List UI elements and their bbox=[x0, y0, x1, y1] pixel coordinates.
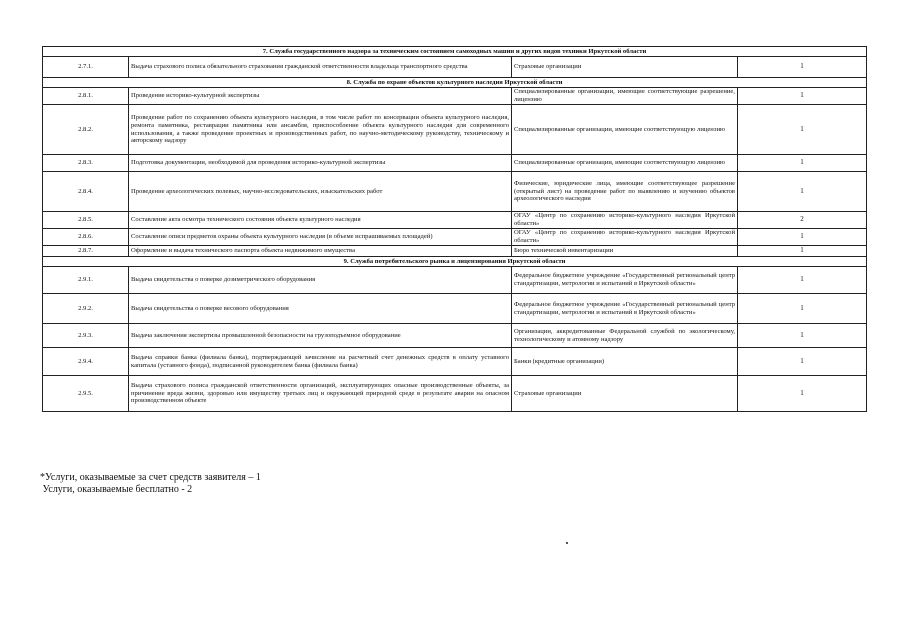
section-title: 8. Служба по охране объектов культурного наследия Иркутской области bbox=[43, 78, 867, 88]
table-row bbox=[43, 212, 867, 229]
service-description: Выдача страхового полиса обязательного страхования гражданской ответственности владельца транспортного средства bbox=[129, 57, 512, 78]
table-row bbox=[43, 155, 867, 172]
provider-organization: Организации, аккредитованные Федеральной службой по экологическому, технологическому и атомному надзору bbox=[512, 324, 738, 348]
table-row bbox=[43, 324, 867, 348]
payment-type: 1 bbox=[738, 229, 867, 246]
row-number: 2.9.1. bbox=[43, 267, 129, 294]
footnote-free: Услуги, оказываемые бесплатно - 2 bbox=[40, 484, 193, 495]
table-row bbox=[43, 57, 867, 78]
table-row bbox=[43, 348, 867, 376]
payment-type: 1 bbox=[738, 88, 867, 105]
service-description: Проведение работ по сохранению объекта культурного наследия, в том числе работ по консервации объекта культурного наследия, ремонта памятника, реставрации памятника или ансамбля, приспособление объекта культурного наследия для современного использования, а также проведение проектных и производственных работ, по научно-методическому руководству, техническому и авторскому надзору bbox=[129, 105, 512, 155]
row-number: 2.8.2. bbox=[43, 105, 129, 155]
row-number: 2.9.3. bbox=[43, 324, 129, 348]
payment-type: 1 bbox=[738, 324, 867, 348]
service-description: Составление описи предметов охраны объекта культурного наследия (в объеме испрашиваемых площадей) bbox=[129, 229, 512, 246]
provider-organization: Специализированные организации, имеющие соответствующую лицензию bbox=[512, 105, 738, 155]
provider-organization: Страховые организации bbox=[512, 376, 738, 412]
provider-organization: Бюро технической инвентаризации bbox=[512, 246, 738, 257]
table-row bbox=[43, 246, 867, 257]
row-number: 2.9.2. bbox=[43, 294, 129, 324]
table-row bbox=[43, 376, 867, 412]
payment-type: 1 bbox=[738, 246, 867, 257]
table-row bbox=[43, 172, 867, 212]
row-number: 2.7.1. bbox=[43, 57, 129, 78]
table-row bbox=[43, 105, 867, 155]
services-table bbox=[42, 46, 867, 412]
row-number: 2.8.5. bbox=[43, 212, 129, 229]
payment-type: 1 bbox=[738, 376, 867, 412]
provider-organization: Федеральное бюджетное учреждение «Государственный региональный центр стандартизации, метрологии и испытаний в Иркутской области» bbox=[512, 267, 738, 294]
payment-type: 2 bbox=[738, 212, 867, 229]
service-description: Оформление и выдача технического паспорта объекта недвижимого имущества bbox=[129, 246, 512, 257]
service-description: Проведение историко-культурной экспертизы bbox=[129, 88, 512, 105]
service-description: Выдача свидетельства о поверке весового оборудования bbox=[129, 294, 512, 324]
provider-organization: Специализированные организации, имеющие соответствующие разрешение, лицензию bbox=[512, 88, 738, 105]
section-header bbox=[43, 257, 867, 267]
provider-organization: Страховые организации bbox=[512, 57, 738, 78]
section-header bbox=[43, 47, 867, 57]
table-row bbox=[43, 294, 867, 324]
provider-organization: Физические, юридические лица, имеющие соответствующее разрешение (открытый лист) на проведение работ по выявлению и изучению объектов археологического наследия bbox=[512, 172, 738, 212]
service-description: Выдача страхового полиса гражданской ответственности организаций, эксплуатирующих опасные производственные объекты, за причинение вреда жизни, здоровью или имуществу третьих лиц и окружающей природной среде в результате аварии на опасном производственном объекте bbox=[129, 376, 512, 412]
provider-organization: Федеральное бюджетное учреждение «Государственный региональный центр стандартизации, метрологии и испытаний в Иркутской области» bbox=[512, 294, 738, 324]
row-number: 2.8.7. bbox=[43, 246, 129, 257]
table-row bbox=[43, 229, 867, 246]
payment-type: 1 bbox=[738, 267, 867, 294]
section-header bbox=[43, 78, 867, 88]
provider-organization: ОГАУ «Центр по сохранению историко-культурного наследия Иркутской области» bbox=[512, 212, 738, 229]
service-description: Подготовка документации, необходимой для проведения историко-культурной экспертизы bbox=[129, 155, 512, 172]
service-description: Составление акта осмотра технического состояния объекта культурного наследия bbox=[129, 212, 512, 229]
payment-type: 1 bbox=[738, 105, 867, 155]
row-number: 2.9.5. bbox=[43, 376, 129, 412]
payment-type: 1 bbox=[738, 155, 867, 172]
provider-organization: ОГАУ «Центр по сохранению историко-культурного наследия Иркутской области» bbox=[512, 229, 738, 246]
row-number: 2.8.3. bbox=[43, 155, 129, 172]
table-row bbox=[43, 88, 867, 105]
row-number: 2.8.1. bbox=[43, 88, 129, 105]
payment-type: 1 bbox=[738, 294, 867, 324]
footnotes bbox=[40, 472, 261, 496]
row-number: 2.8.4. bbox=[43, 172, 129, 212]
service-description: Выдача заключения экспертизы промышленной безопасности на грузоподъемное оборудование bbox=[129, 324, 512, 348]
footnote-paid: *Услуги, оказываемые за счет средств заявителя – 1 bbox=[40, 472, 261, 483]
service-description: Выдача справки банка (филиала банка), подтверждающей зачисление на расчетный счет денежных средств в оплату уставного капитала (уставного фонда), подписанной руководителем банка (филиала банка) bbox=[129, 348, 512, 376]
payment-type: 1 bbox=[738, 172, 867, 212]
provider-organization: Специализированные организации, имеющие соответствующую лицензию bbox=[512, 155, 738, 172]
payment-type: 1 bbox=[738, 57, 867, 78]
payment-type: 1 bbox=[738, 348, 867, 376]
service-description: Проведение археологических полевых, научно-исследовательских, изыскательских работ bbox=[129, 172, 512, 212]
row-number: 2.9.4. bbox=[43, 348, 129, 376]
provider-organization: Банки (кредитные организации) bbox=[512, 348, 738, 376]
section-title: 7. Служба государственного надзора за техническим состоянием самоходных машин и других видов техники Иркутской области bbox=[43, 47, 867, 57]
scan-speck bbox=[566, 542, 568, 544]
table-row bbox=[43, 267, 867, 294]
row-number: 2.8.6. bbox=[43, 229, 129, 246]
service-description: Выдача свидетельства о поверке дозиметрического оборудования bbox=[129, 267, 512, 294]
section-title: 9. Служба потребительского рынка и лицензирования Иркутской области bbox=[43, 257, 867, 267]
